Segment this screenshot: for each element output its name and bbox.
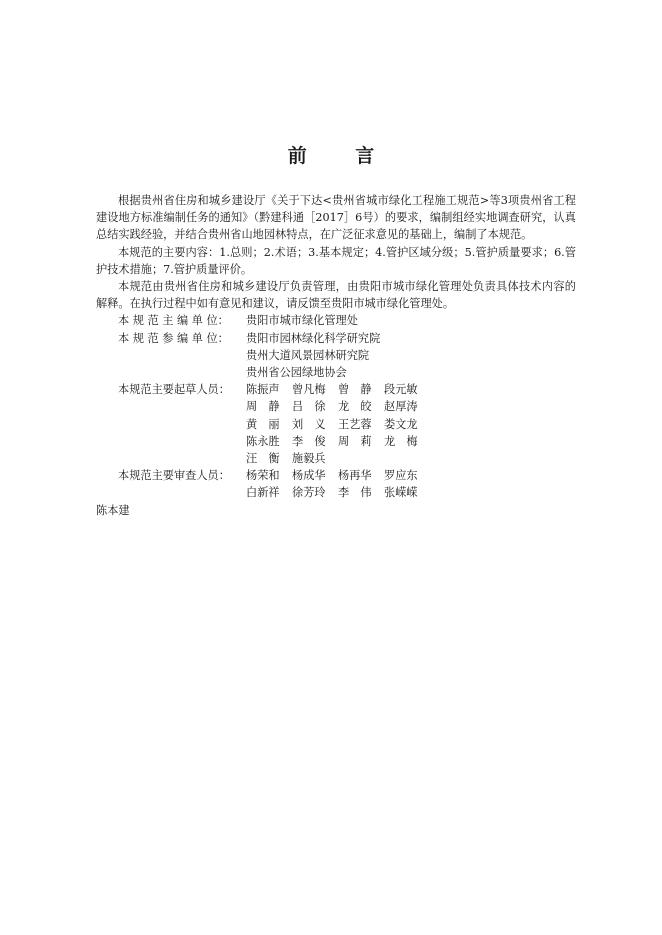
chief-editor-label: 本 规 范 主 编 单 位：	[118, 314, 229, 328]
person-name: 李 俊	[292, 434, 326, 448]
chief-editor-orgs	[246, 312, 576, 329]
person-name: 周 莉	[338, 434, 372, 448]
person-name: 刘 义	[292, 417, 326, 431]
person-name: 赵厚涛	[384, 400, 418, 414]
person-name: 张嵘嵘	[384, 486, 418, 500]
preface-body	[96, 192, 576, 519]
reviewers-label: 本规范主要审查人员：	[118, 469, 230, 483]
org-name: 贵阳市城市绿化管理处	[246, 314, 358, 328]
person-name: 龙 梅	[384, 434, 418, 448]
person-name: 徐芳玲	[292, 486, 326, 500]
person-name: 陈永胜	[246, 434, 280, 448]
co-editors-row	[96, 330, 576, 382]
chief-editor-row	[96, 312, 576, 329]
person-name: 王艺蓉	[338, 417, 372, 431]
co-editors-label: 本 规 范 参 编 单 位：	[118, 331, 229, 345]
person-name: 汪 衡	[246, 452, 280, 466]
person-name: 吕 徐	[292, 400, 326, 414]
person-name: 曾凡梅	[292, 383, 326, 397]
paragraph-contents: 本规范的主要内容：1.总则；2.术语；3.基本规定；4.管护区域分级；5.管护质量要求；6.管护技术措施；7.管护质量评价。	[96, 245, 576, 276]
person-name: 龙 皎	[338, 400, 372, 414]
org-name: 贵州大道风景园林研究院	[246, 348, 370, 362]
co-editors-orgs	[246, 330, 576, 382]
person-name: 杨再华	[338, 469, 372, 483]
person-name: 段元敏	[384, 383, 418, 397]
person-name: 杨成华	[292, 469, 326, 483]
reviewers-row	[96, 467, 576, 501]
paragraph-management: 本规范由贵州省住房和城乡建设厅负责管理，由贵阳市城市绿化管理处负责具体技术内容的解释。在执行过程中如有意见和建议，请反馈至贵阳市城市绿化管理处。	[96, 280, 576, 311]
reviewers-overflow-row	[96, 502, 576, 519]
drafters-names	[246, 381, 576, 467]
person-name: 李 伟	[338, 486, 372, 500]
person-name: 娄文龙	[384, 417, 418, 431]
person-name: 罗应东	[384, 469, 418, 483]
org-name: 贵州省公园绿地协会	[246, 366, 347, 380]
drafters-row	[96, 381, 576, 467]
reviewers-names	[246, 467, 576, 501]
person-name: 陈振声	[246, 383, 280, 397]
person-name: 施毅兵	[292, 452, 326, 466]
paragraph-background: 根据贵州省住房和城乡建设厅《关于下达<贵州省城市绿化工程施工规范>等3项贵州省工程建设地方标准编制任务的通知》（黔建科通［2017］6号）的要求，编制组经实地调查研究，认真总结实践经验，并结合贵州省山地园林特点，在广泛征求意见的基础上，编制了本规范。	[96, 194, 576, 242]
page-title: 前 言	[287, 145, 396, 167]
person-name: 陈本建	[96, 503, 130, 517]
person-name: 杨荣和	[246, 469, 280, 483]
org-name: 贵阳市园林绿化科学研究院	[246, 331, 381, 345]
person-name: 黄 丽	[246, 417, 280, 431]
person-name: 周 静	[246, 400, 280, 414]
drafters-label: 本规范主要起草人员：	[118, 383, 230, 397]
person-name: 曾 静	[338, 383, 372, 397]
person-name: 白新祥	[246, 486, 280, 500]
